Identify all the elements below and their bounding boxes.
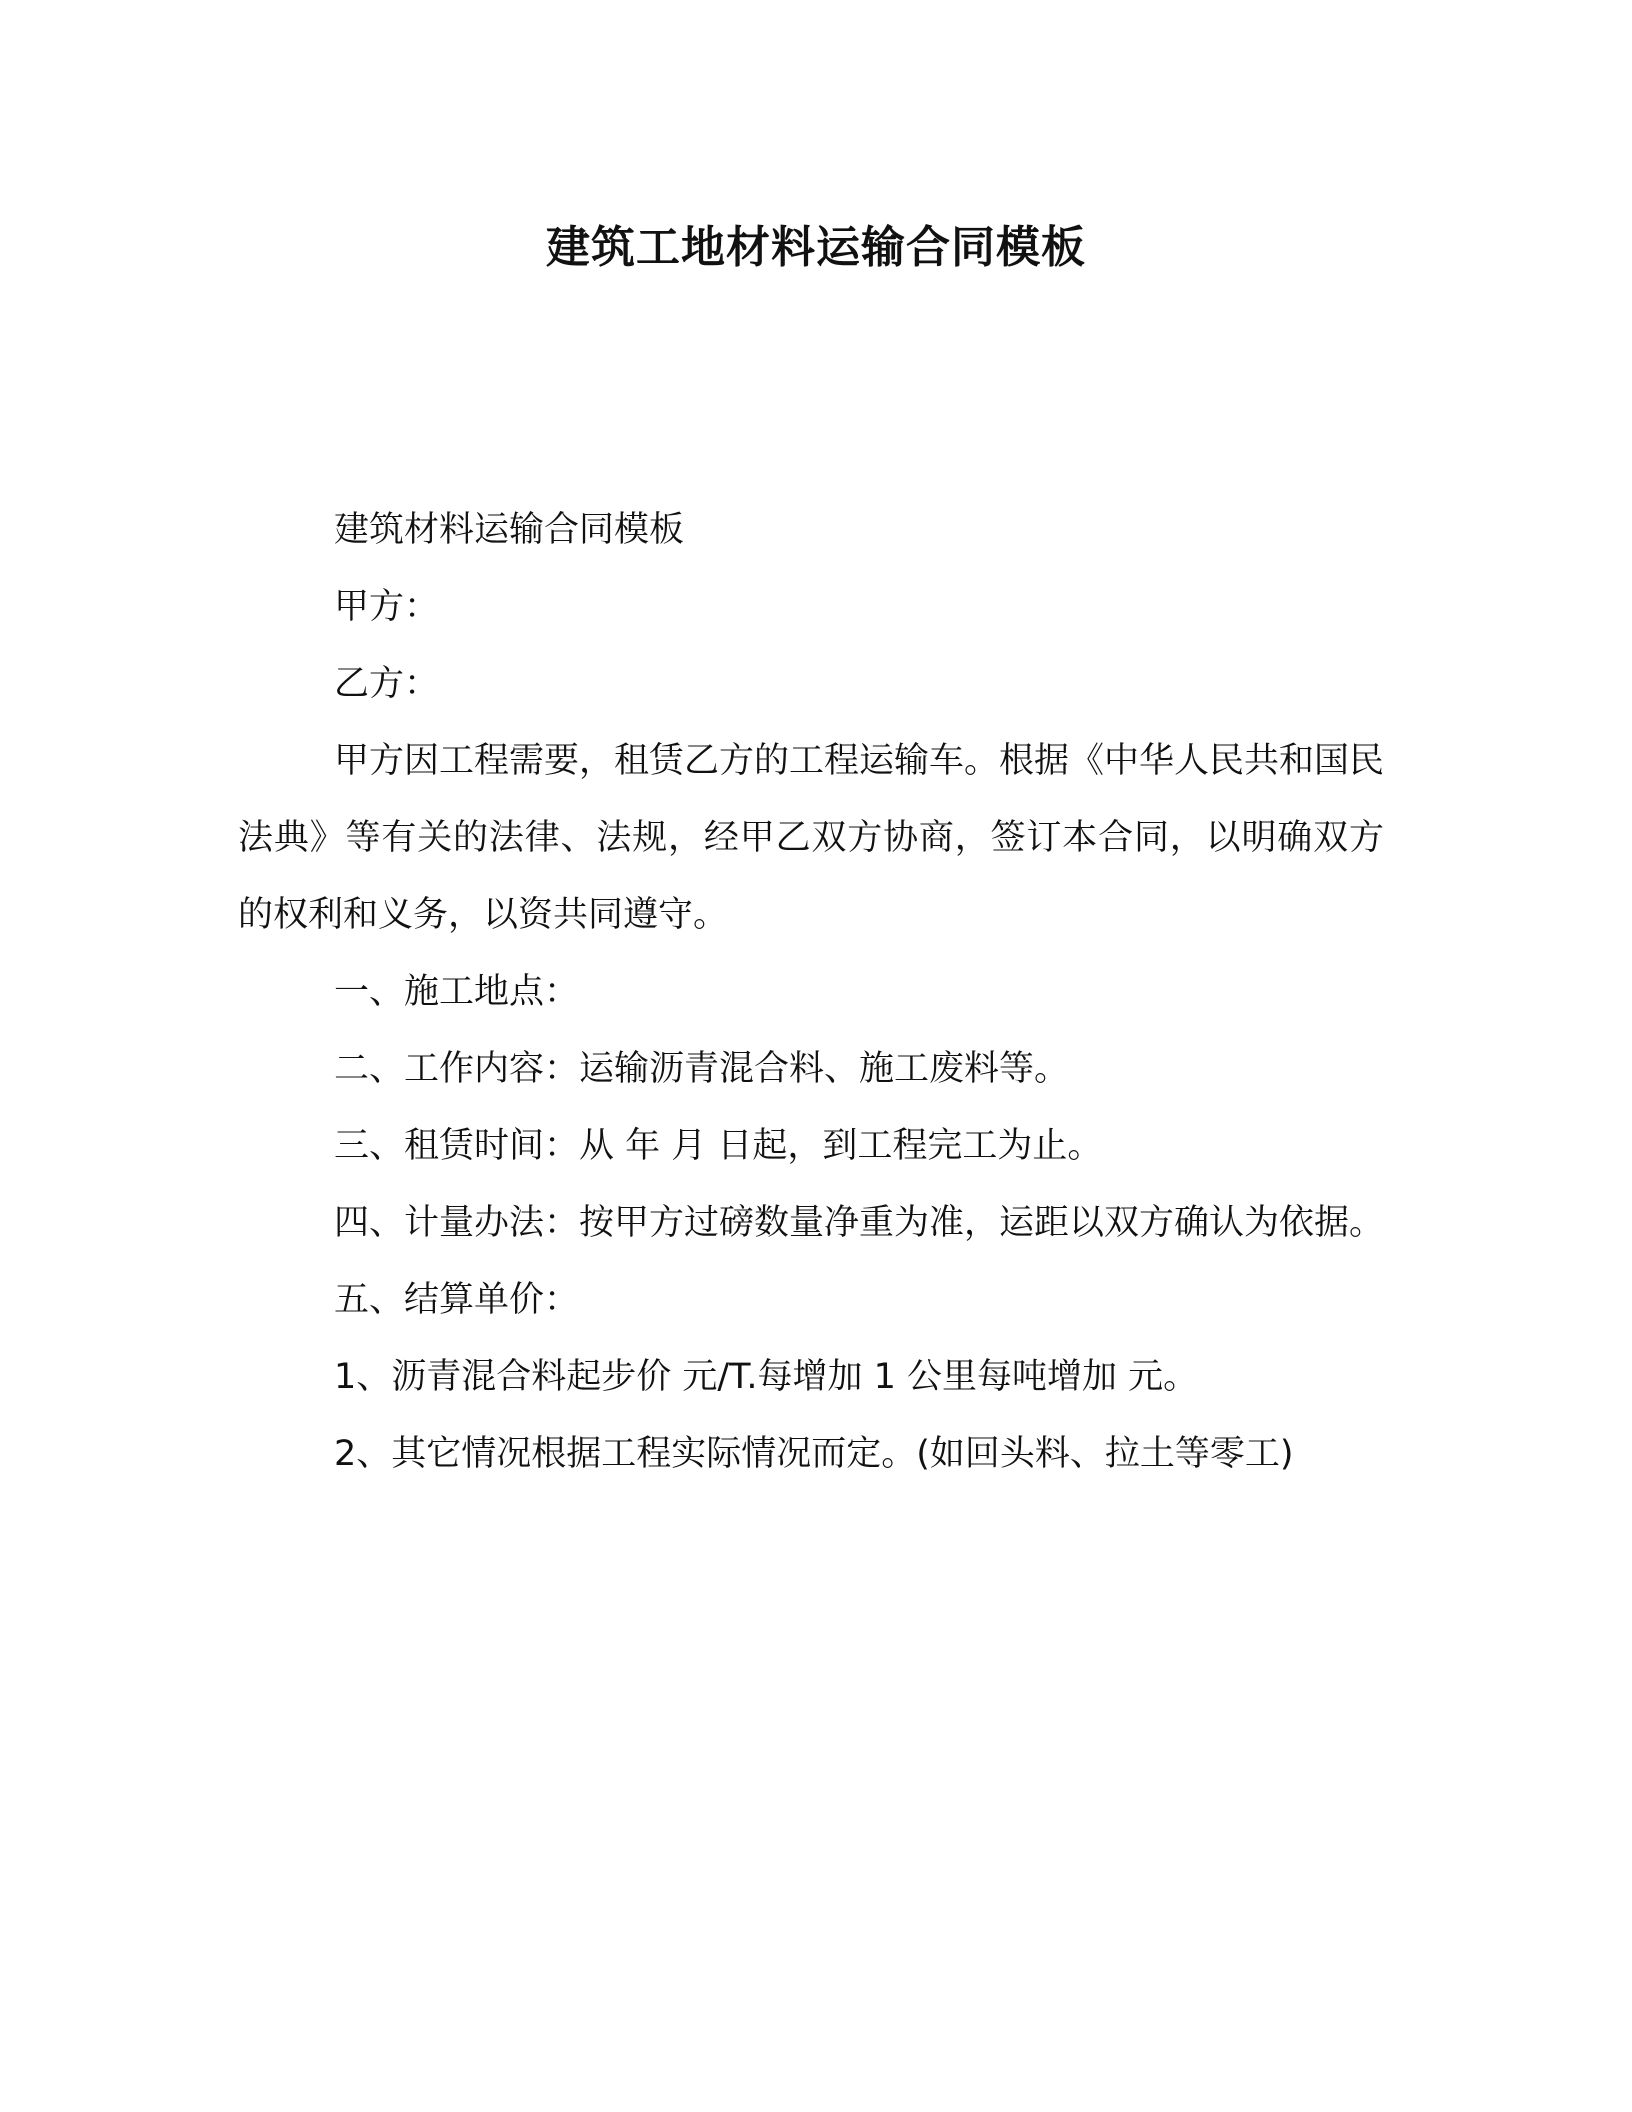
document-title: 建筑工地材料运输合同模板 bbox=[546, 222, 1086, 273]
clause-construction-site: 一、施工地点： bbox=[334, 972, 580, 1012]
party-a-line: 甲方： bbox=[334, 587, 440, 627]
price-item-asphalt: 1、沥青混合料起步价 元/T.每增加 1 公里每吨增加 元。 bbox=[334, 1357, 1199, 1397]
clause-work-content: 二、工作内容：运输沥青混合料、施工废料等。 bbox=[334, 1049, 1070, 1089]
subtitle-paragraph: 建筑材料运输合同模板 bbox=[334, 510, 685, 550]
clause-measurement-method: 四、计量办法：按甲方过磅数量净重为准，运距以双方确认为依据。 bbox=[334, 1203, 1385, 1243]
price-item-other: 2、其它情况根据工程实际情况而定。(如回头料、拉土等零工) bbox=[334, 1434, 1294, 1474]
party-b-line: 乙方： bbox=[334, 664, 440, 704]
clause-settlement-price: 五、结算单价： bbox=[334, 1280, 580, 1320]
clause-lease-period: 三、租赁时间：从 年 月 日起，到工程完工为止。 bbox=[334, 1126, 1103, 1166]
document-body bbox=[238, 492, 1384, 1493]
preamble-paragraph: 甲方因工程需要，租赁乙方的工程运输车。根据《中华人民共和国民法典》等有关的法律、法规，经甲乙双方协商，签订本合同，以明确双方的权利和义务，以资共同遵守。 bbox=[238, 741, 1385, 935]
